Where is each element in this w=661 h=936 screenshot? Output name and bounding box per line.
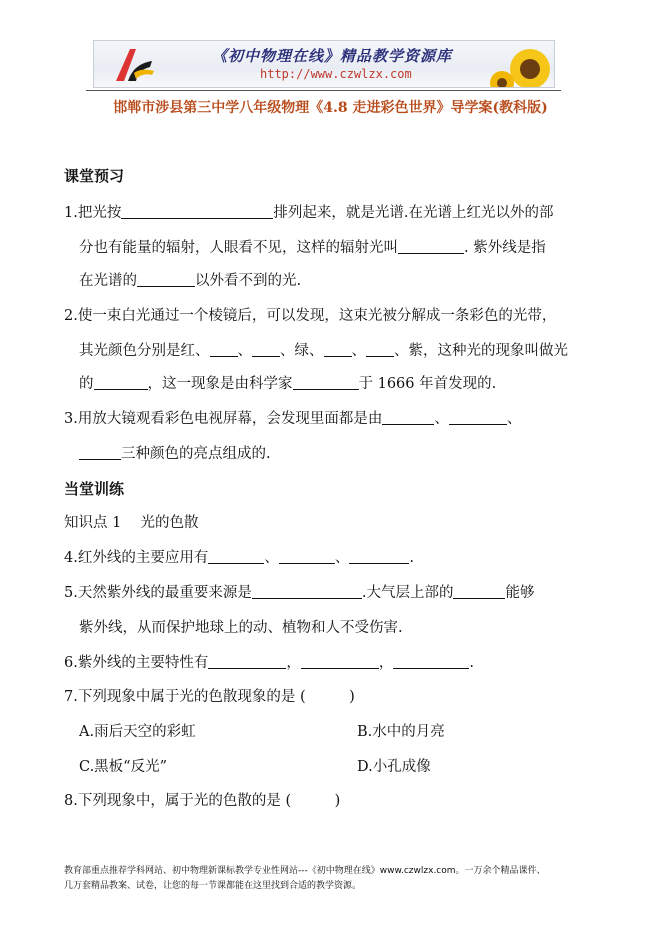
q2-blank-5[interactable]: [94, 375, 148, 390]
q1-line-1: [64, 204, 553, 222]
q2-text: 、: [351, 343, 366, 359]
q4-text: 4.红外线的主要应用有: [64, 550, 209, 566]
banner-title: 《初中物理在线》精品教学资源库: [212, 47, 453, 65]
q2-line-3: [79, 375, 496, 393]
q6-blank-1[interactable]: [208, 654, 286, 669]
banner-url[interactable]: http://www.czwlzx.com: [260, 67, 412, 81]
q1-blank-1[interactable]: [121, 204, 273, 219]
q2-text: 的: [79, 376, 94, 392]
q2-line-1: 2.使一束白光通过一个棱镜后，可以发现，这束光被分解成一条彩色的光带，: [64, 308, 557, 324]
q3-text: 、: [506, 411, 522, 427]
q1-text: . 紫外线是指: [464, 240, 546, 256]
q3-blank-3[interactable]: [79, 445, 121, 460]
q2-blank-3[interactable]: [324, 342, 352, 357]
q6-text: .: [469, 655, 474, 671]
footer-line-2: 几万套精品教案、试卷，让您的每一节课都能在这里找到合适的教学资源。: [64, 881, 362, 891]
q2-blank-4[interactable]: [366, 342, 394, 357]
header-banner: [93, 40, 555, 88]
q4-blank-2[interactable]: [279, 549, 335, 564]
q3-text: 三种颜色的亮点组成的.: [121, 446, 271, 462]
q6-blank-2[interactable]: [301, 654, 379, 669]
sunflower-icon: [490, 43, 555, 88]
q7-option-d[interactable]: D.小孔成像: [357, 759, 431, 775]
q2-text: ，这一现象是由科学家: [147, 376, 293, 392]
heading-preview: 课堂预习: [64, 167, 125, 185]
footer-line-1: 教育部重点推荐学科网站、初中物理新课标教学专业性网站---《初中物理在线》www.czwlzx.com。一万余个精品课件、: [64, 866, 546, 876]
q4-text: 、: [264, 550, 279, 566]
q3-blank-2[interactable]: [449, 410, 507, 425]
q6-text: ，: [286, 655, 301, 671]
q2-line-2: [79, 342, 568, 360]
q7-stem: 7.下列现象中属于光的色散现象的是 ( ): [64, 689, 355, 705]
q5-line-1: [64, 584, 534, 602]
q2-text: 于 1666 年首发现的.: [358, 376, 497, 392]
q1-blank-2[interactable]: [398, 239, 464, 254]
q1-text: 以外看不到的光.: [195, 273, 302, 289]
header-rule: [86, 90, 561, 91]
q4-line: [64, 549, 414, 567]
q1-text: 1.把光按: [64, 205, 122, 221]
q8-stem: 8.下列现象中，属于光的色散的是 ( ): [64, 793, 341, 809]
q5-line-2: 紫外线，从而保护地球上的动、植物和人不受伤害.: [79, 620, 403, 636]
q4-text: .: [409, 550, 414, 566]
q1-text: 排列起来，就是光谱.在光谱上红光以外的部: [273, 205, 554, 221]
heading-practice: 当堂训练: [64, 480, 125, 498]
q2-blank-6[interactable]: [293, 375, 359, 390]
q1-line-2: [79, 239, 546, 257]
q7-option-a[interactable]: A.雨后天空的彩虹: [79, 724, 196, 740]
q2-text: 、紫，这种光的现象叫做光: [394, 343, 568, 359]
q5-text: .大气层上部的: [361, 585, 454, 601]
q3-line-2: [79, 445, 271, 463]
q6-blank-3[interactable]: [393, 654, 469, 669]
q6-text: ，: [378, 655, 394, 671]
q1-text: 在光谱的: [79, 273, 137, 289]
q5-text: 能够: [505, 585, 535, 601]
site-logo-icon: [110, 43, 156, 85]
q4-blank-1[interactable]: [208, 549, 264, 564]
knowledge-point-1: 知识点 1 光的色散: [64, 515, 199, 531]
q3-blank-1[interactable]: [382, 410, 434, 425]
q3-line-1: [64, 410, 521, 428]
q7-option-b[interactable]: B.水中的月亮: [357, 724, 445, 740]
q1-text: 分也有能量的辐射，人眼看不见，这样的辐射光叫: [79, 240, 398, 256]
q5-blank-1[interactable]: [252, 584, 362, 599]
q3-text: 3.用放大镜观看彩色电视屏幕，会发现里面都是由: [64, 411, 383, 427]
q6-line: [64, 654, 474, 672]
q5-text: 5.天然紫外线的最重要来源是: [64, 585, 252, 601]
q2-text: 、: [237, 343, 252, 359]
q6-text: 6.紫外线的主要特性有: [64, 655, 209, 671]
q1-blank-3[interactable]: [137, 272, 195, 287]
q1-line-3: [79, 272, 301, 290]
q3-text: 、: [434, 411, 449, 427]
q7-option-c[interactable]: C.黑板“反光”: [79, 759, 168, 775]
q2-text: 、绿、: [280, 343, 324, 359]
q5-blank-2[interactable]: [453, 584, 505, 599]
q4-text: 、: [334, 550, 350, 566]
q4-blank-3[interactable]: [349, 549, 409, 564]
q2-blank-1[interactable]: [210, 342, 238, 357]
q2-text: 其光颜色分别是红、: [79, 343, 210, 359]
q2-blank-2[interactable]: [252, 342, 280, 357]
document-title: 邯郸市涉县第三中学八年级物理《4.8 走进彩色世界》导学案(教科版): [113, 100, 548, 116]
